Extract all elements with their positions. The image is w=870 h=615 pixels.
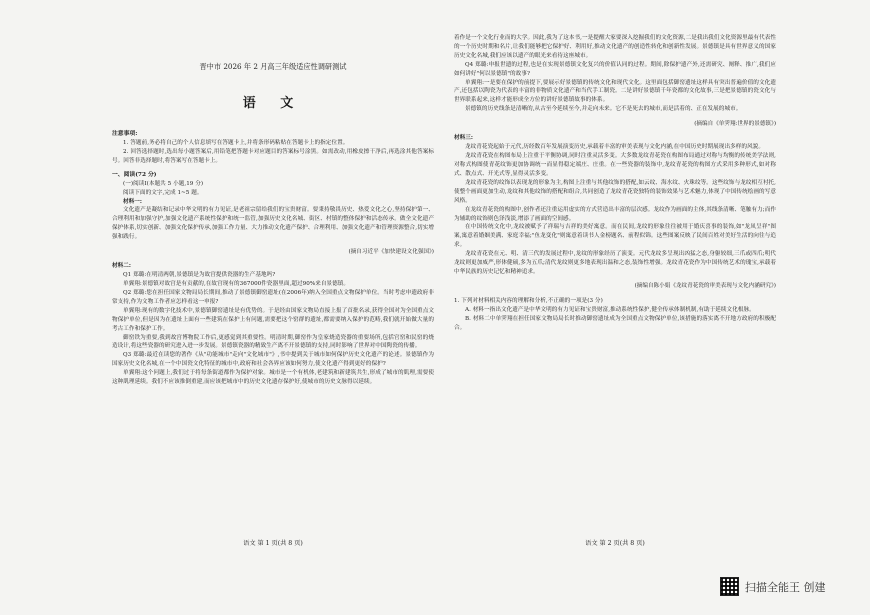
right-page-body bbox=[454, 34, 776, 333]
material-3-para-2: 龙纹青花瓷在构图布局上注重于平衡协调,同时注重灵活多变。大多数龙纹青花瓷在构图布局通过对称与均衡的传统美学法则,对称式构图使青花纹饰更加协调统一而显得稳定端庄、庄重。在一些瓷器的装饰中,龙纹青花瓷的构图方式采用多种形式,如对称式、散点式、开光式等,显得灵活多变。 bbox=[454, 153, 776, 177]
interview-answer-4b: 景德镇的历史线条是清晰的,从古至今延续至今,并走向未来。它不是死去的城市,而是活着的、正在发展的城市。 bbox=[465, 106, 742, 113]
interview-question-4: Q4 郑璐:申报世遗的过程,也是在实现景德镇文化复兴的价值认同的过程。期间,除保护遗产外,还需研究、阐释、推广,我们应如何讲好"何以景德镇"的故事? bbox=[454, 61, 776, 77]
material-1-text: 文化遗产是凝结和记录中华文明的有力见证,是老祖宗留给我们的宝贵财富。要秉持敬畏历史、热爱文化之心,坚持保护第一、合理利用和加强守护,加强文化遗产系统性保护和统一监管,加强历史文化名城、街区、村镇的整体保护和活态传承。做全文化遗产保护体系,切实创新、加强文化保护传承,加强工作力量、大力推动文化遗产保护、合理利用、加强文化遗产和管理资源整合,切实增强和践行。 bbox=[112, 207, 434, 241]
interview-answer-4: 单翼翔:一是要在保护的前提下,要展示好景德镇的传统文化和现代文化。这里面包括御窑遗址这样具有突出普遍价值的文化遗产,还包括以陶瓷为代表的丰富的非物质文化遗产和当代手工制瓷。二是讲好景德镇千年瓷都的文化故事,三是把景德镇的瓷文化与世界联系起来,这样才能形成全方位的讲好景德镇故事的体系。 bbox=[454, 79, 776, 104]
material-2-label: 材料二: bbox=[112, 263, 132, 270]
material-1-source: (摘自习近平《加快建设文化强国》) bbox=[348, 248, 434, 255]
page-2-footer: 语文 第 2 页(共 8 页) bbox=[585, 540, 645, 547]
subsection-heading: (一)阅读Ⅰ(本题共 5 小题,19 分) bbox=[123, 180, 204, 187]
subject-title: 语 文 bbox=[242, 96, 304, 111]
page-1-footer: 语文 第 1 页(共 8 页) bbox=[243, 540, 303, 547]
question-1-option-b: B. 材料二中单霁翔在担任国家文物局局长时推动御窑遗址成为全国重点文物保护单位,该措施的落实离不开地方政府的积极配合。 bbox=[454, 315, 776, 331]
notice-title: 注意事项: bbox=[112, 131, 138, 137]
interview-question-2: Q2 郑璐:您在担任国家文物局局长期间,推动了景德镇御窑遗址(在2006年)纳入全国重点文物保护单位。当时考虑申遗政府非常支持,作为文物工作者应怎样看这一申报? bbox=[112, 289, 434, 305]
interview-answer-2: 单翼翔:现有的数字化技术中,景德镇御窑遗址是有优势的。于是经由国家文物局直接上报了首批名录,获得全国对为全国重点文物保护单位,但是因为在遗址上面有一些建筑在保护上有问题,需要把这个窑群的遗址,都需要纳入保护的范畴,我们就开始做大量的考古工作和保护工作。 bbox=[112, 307, 434, 332]
question-1-option-a: A. 材料一指出文化遗产是中华文明的有力见证和宝贵财富,推动系统性保护,健全传承体制机制,有助于延续文化根脉。 bbox=[465, 306, 755, 313]
interview-question-1: Q1 郑璐:在明清两朝,景德镇是为故宫提供瓷器的生产基地吗? bbox=[123, 272, 276, 279]
material-2-source: (摘编自《单霁翔:世界的景德镇》) bbox=[694, 120, 776, 127]
section-heading: 一、阅读(72 分) bbox=[112, 171, 157, 178]
material-3-para-6: 龙纹青花瓷在元、明、清三代的发展过程中,龙纹的形象经历了演变。元代龙纹多呈现出凶猛之态,身躯较细,三爪或四爪;明代龙纹则更加威严,形体健硕,多为五爪;清代龙纹则更多地表现出温和之态,装饰性增强。龙纹青花瓷作为中国传统艺术的瑰宝,承载着中华民族的历史记忆和精神追求。 bbox=[454, 251, 776, 275]
notice-item-2: 2. 回答选择题时,选出每小题答案后,用铅笔把答题卡对应题目的答案标号涂黑。如需改动,用橡皮擦干净后,再选涂其他答案标号。回答非选择题时,将答案写在答题卡上。 bbox=[112, 148, 434, 164]
interview-answer-3-cont: 着作是一个文化行业而的大学。因此,我为了这本书,一是提醒大家要深入挖掘我们的文化资源,二是我出我们文化资源里最有代表性的一个历史时期和名片,让我们能够把它保护好、利用好,推动文化遗产的创造性转化和创新性发展。景德镇是具有世界意义的国家历史文化名城,我们应该以遗产的眼光来看待这座城市。 bbox=[454, 35, 776, 59]
exam-title: 晋中市 2026 年 2 月高三年级适应性调研测试 bbox=[199, 62, 347, 71]
interview-answer-1: 单翼翔:景德镇对故宫是有贡献的,在故宫现有的367000件瓷器里面,超过90%来自景德镇。 bbox=[123, 281, 350, 288]
notice-item-1: 1. 答题前,务必将自己的个人信息填写在答题卡上,并将条形码粘贴在答题卡上的指定位置。 bbox=[123, 140, 349, 146]
watermark-text: 扫描全能王 创建 bbox=[745, 580, 826, 594]
scanner-watermark bbox=[720, 577, 826, 596]
interview-answer-3: 单翼翔:这个问题上,我们过于将每条街道都作为保护对象。城市是一个有机体,老建筑和新建筑共生,形成了城市的肌理,需要使这种肌理延续。我们不应该推倒重建,而应该把城市中的历史文化遗存保护好,使城市的历史文脉得以延续。 bbox=[112, 370, 434, 386]
material-3-source: (摘编自陈小娟《龙纹青花瓷的审美表现与文化内涵研究》) bbox=[634, 283, 776, 290]
material-3-para-4: 在龙纹青花瓷的构图中,创作者还注重运用虚实的方式营造出丰富的层次感。龙纹作为画面的主体,其线条清晰、笔触有力;而作为辅助的纹饰则色泽浅淡,增添了画面的空间感。 bbox=[454, 206, 776, 222]
left-page-body bbox=[112, 128, 434, 387]
interview-answer-2b: 御窑铁为重要,我到故宫博物院工作后,更感觉到其重要性。明清时期,御窑作为皇家烧造瓷器的重要场所,包括官窑和民窑的烧造设计,将这些瓷器的研究进入进一步发展。景德镇瓷器的精致生产离不开景德镇的支持,同时影响了世界对中国陶瓷的传播。 bbox=[112, 334, 434, 350]
reading-instruction: 阅读下面的文字,完成 1~5 题。 bbox=[123, 189, 203, 196]
material-3-para-3: 龙纹青花瓷的纹饰以表现龙的形象为主,构图上注重与其他纹饰的搭配,如云纹、海水纹、火珠纹等。这些纹饰与龙纹相互衬托,使整个画面更加生动,龙纹和其他纹饰的搭配和组合,共同创造了龙纹青花瓷独特的装饰效果与艺术魅力,体现了中国传统绘画的写意风格。 bbox=[454, 179, 776, 204]
material-1-label: 材料一: bbox=[123, 198, 143, 205]
material-3-para-1: 龙纹青花瓷起始于元代,历经数百年发展演变历史,承载着丰富的审美表现与文化内涵,在中国历史时期展现出多样的风貌。 bbox=[465, 144, 764, 151]
material-3-para-5: 在中国传统文化中,龙纹被赋予了祥瑞与吉祥的美好寓意。而在民间,龙纹的形象往往被用于婚庆喜事的装饰,如"龙凤呈祥"图案,寓意着婚姻美满、家庭幸福;"鱼龙变化"则寓意着读书人金榜题名、前程似锦。这些图案反映了民间百姓对美好生活的向往与追求。 bbox=[454, 224, 776, 249]
qr-code-icon bbox=[720, 577, 739, 596]
material-3-label: 材料三: bbox=[454, 135, 474, 142]
interview-question-3: Q3 郑璐:最近在读您的著作《从"功能城市"走向"文化城市"》,书中提到关于城市如何保护历史文化遗产的论述。景德镇作为国家历史文化名城,在一个中国瓷文化特征的城市中,政府和社会各界应该如何努力,使文化遗产得到更好的保护? bbox=[112, 352, 434, 368]
question-1-stem: 1. 下列对材料相关内容的理解和分析,不正确的一项是(3 分) bbox=[454, 298, 603, 305]
